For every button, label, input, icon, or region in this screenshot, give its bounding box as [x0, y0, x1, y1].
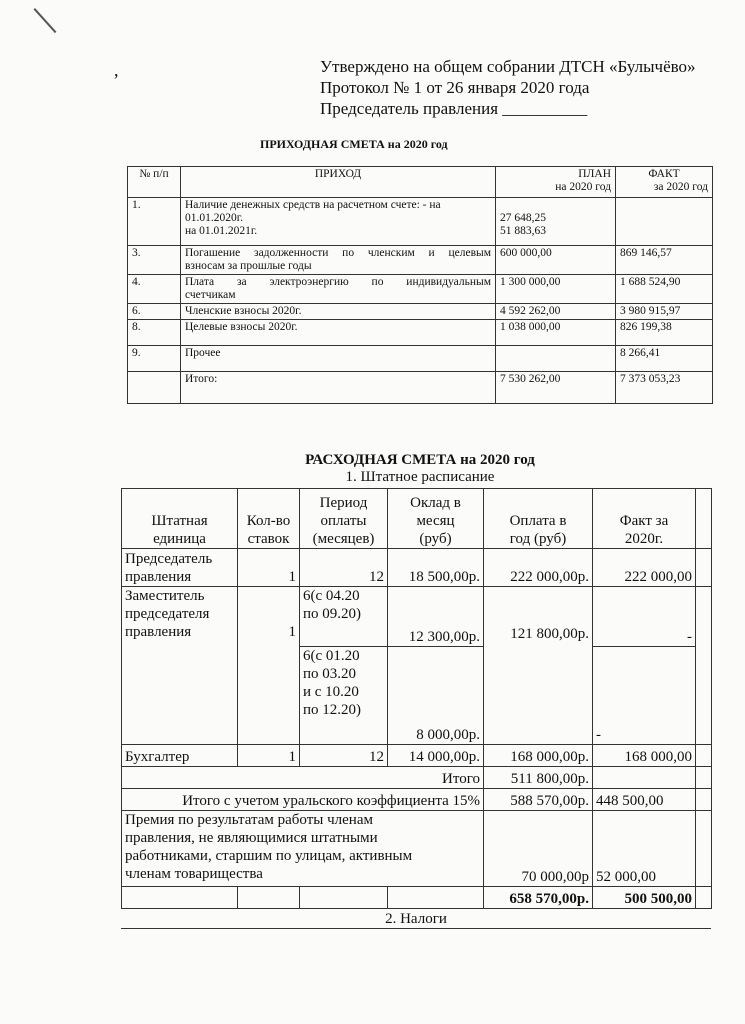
- total-fact: [593, 767, 696, 789]
- income-table: [127, 166, 713, 404]
- chair-year: 222 000,00р.: [484, 549, 593, 587]
- staff-extra-col: [696, 549, 712, 587]
- income-row: [128, 246, 713, 275]
- chair-fact: 222 000,00: [593, 549, 696, 587]
- bonus-fact: 52 000,00: [593, 811, 696, 887]
- staff-header-year: Оплата в год (руб): [484, 489, 593, 549]
- income-item-line: на 01.01.2021г.: [185, 225, 258, 237]
- total-year: 511 800,00р.: [484, 767, 593, 789]
- income-header-fact: [616, 167, 713, 198]
- staff-extra-col: [696, 587, 712, 745]
- bonus-year: 70 000,00р: [484, 811, 593, 887]
- staff-row-chair: [122, 549, 712, 587]
- grand-empty-cell: [300, 887, 388, 909]
- income-item-line: счетчикам: [185, 289, 236, 301]
- income-num: 4.: [128, 275, 181, 304]
- total-coef-label: Итого с учетом уральского коэффициента 15%: [122, 789, 484, 811]
- income-num: 8.: [128, 320, 181, 346]
- income-total-fact: 7 373 053,23: [616, 372, 713, 404]
- chair-name: Председатель правления: [122, 549, 238, 587]
- income-num: [128, 372, 181, 404]
- taxes-section-title: 2. Налоги: [121, 910, 711, 929]
- income-header-num: № п/п: [128, 167, 181, 198]
- deputy-fact-2: -: [593, 647, 696, 745]
- staff-header-period: Период оплаты (месяцев): [300, 489, 388, 549]
- staff-table: [121, 488, 712, 909]
- income-plan: 4 592 262,00: [496, 304, 616, 320]
- staff-header-fact: Факт за 2020г.: [593, 489, 696, 549]
- staff-extra-col: [696, 789, 712, 811]
- income-plan: 600 000,00: [496, 246, 616, 275]
- total-label: Итого: [122, 767, 484, 789]
- income-item: [181, 198, 496, 246]
- total-coef-fact: 448 500,00: [593, 789, 696, 811]
- income-item: Целевые взносы 2020г.: [181, 320, 496, 346]
- income-item-line: Погашение задолженности по членским и целевым: [185, 247, 491, 259]
- income-item-line: Наличие денежных средств на расчетном счете: - на: [185, 199, 441, 211]
- staff-extra-col: [696, 887, 712, 909]
- income-fact: 869 146,57: [616, 246, 713, 275]
- approval-line-2: Протокол № 1 от 26 января 2020 года: [320, 78, 590, 97]
- income-num: 6.: [128, 304, 181, 320]
- staff-header-count: Кол-во ставок: [238, 489, 300, 549]
- grand-year: 658 570,00р.: [484, 887, 593, 909]
- income-item-line: взносам за прошлые годы: [185, 260, 312, 272]
- income-fact: 3 980 915,97: [616, 304, 713, 320]
- income-item: Членские взносы 2020г.: [181, 304, 496, 320]
- income-item: [181, 275, 496, 304]
- income-item-line: 01.01.2020г.: [185, 212, 244, 224]
- accountant-count: 1: [238, 745, 300, 767]
- grand-empty-cell: [238, 887, 300, 909]
- accountant-salary: 14 000,00р.: [388, 745, 484, 767]
- income-item: [181, 246, 496, 275]
- staff-row-grand-total: [122, 887, 712, 909]
- approval-block: [320, 56, 696, 119]
- income-total-label: Итого:: [181, 372, 496, 404]
- deputy-name: Заместитель председателя правления: [122, 587, 238, 745]
- grand-empty-cell: [122, 887, 238, 909]
- accountant-year: 168 000,00р.: [484, 745, 593, 767]
- income-plan: 1 038 000,00: [496, 320, 616, 346]
- income-header-row: [128, 167, 713, 198]
- income-row: [128, 304, 713, 320]
- staff-row-total-coef: [122, 789, 712, 811]
- income-title: ПРИХОДНАЯ СМЕТА на 2020 год: [260, 137, 448, 151]
- income-num: 9.: [128, 346, 181, 372]
- income-header-plan-l1: ПЛАН: [578, 168, 611, 180]
- staff-row-bonus: [122, 811, 712, 887]
- scan-pen-mark: [34, 8, 57, 33]
- income-fact: 8 266,41: [616, 346, 713, 372]
- income-header-item: ПРИХОД: [181, 167, 496, 198]
- grand-fact: 500 500,00: [593, 887, 696, 909]
- staff-extra-col: [696, 489, 712, 549]
- chair-period: 12: [300, 549, 388, 587]
- income-num: 1.: [128, 198, 181, 246]
- deputy-period-2: 6(с 01.20 по 03.20 и с 10.20 по 12.20): [300, 647, 388, 745]
- income-item-line: Плата за электроэнергию по индивидуальным: [185, 276, 491, 288]
- deputy-period-1: 6(с 04.20 по 09.20): [300, 587, 388, 647]
- total-coef-year: 588 570,00р.: [484, 789, 593, 811]
- income-num: 3.: [128, 246, 181, 275]
- expense-subtitle: 1. Штатное расписание: [345, 469, 495, 485]
- income-fact: 826 199,38: [616, 320, 713, 346]
- staff-extra-col: [696, 767, 712, 789]
- accountant-name: Бухгалтер: [122, 745, 238, 767]
- staff-extra-col: [696, 811, 712, 887]
- expense-title: РАСХОДНАЯ СМЕТА на 2020 год: [305, 452, 535, 468]
- chair-count: 1: [238, 549, 300, 587]
- staff-row-accountant: [122, 745, 712, 767]
- income-row: [128, 198, 713, 246]
- grand-empty-cell: [388, 887, 484, 909]
- income-plan: [496, 346, 616, 372]
- income-fact: [616, 198, 713, 246]
- income-plan-line: 51 883,63: [500, 225, 546, 237]
- accountant-fact: 168 000,00: [593, 745, 696, 767]
- income-item: Прочее: [181, 346, 496, 372]
- income-header-fact-l2: за 2020 год: [653, 181, 708, 193]
- income-header-plan-l2: на 2020 год: [555, 181, 611, 193]
- income-plan-line: 27 648,25: [500, 212, 546, 224]
- income-header-fact-l1: ФАКТ: [648, 168, 680, 180]
- income-row: [128, 320, 713, 346]
- deputy-year: 121 800,00р.: [484, 587, 593, 745]
- income-total-plan: 7 530 262,00: [496, 372, 616, 404]
- deputy-count: 1: [238, 587, 300, 745]
- income-plan: [496, 198, 616, 246]
- accountant-period: 12: [300, 745, 388, 767]
- income-fact: 1 688 524,90: [616, 275, 713, 304]
- approval-line-1: Утверждено на общем собрании ДТСН «Булычёво»: [320, 57, 696, 76]
- deputy-fact-1: -: [593, 587, 696, 647]
- income-row: [128, 346, 713, 372]
- staff-header-row: [122, 489, 712, 549]
- stray-comma-mark: ,: [114, 60, 119, 80]
- staff-row-deputy: [122, 587, 712, 647]
- deputy-salary-2: 8 000,00р.: [388, 647, 484, 745]
- bonus-label: Премия по результатам работы членам правления, не являющимися штатными работниками, старшим по улицам, активным членам товарищества: [122, 811, 484, 887]
- income-header-plan: [496, 167, 616, 198]
- staff-extra-col: [696, 745, 712, 767]
- approval-line-3: Председатель правления __________: [320, 99, 588, 118]
- chair-salary: 18 500,00р.: [388, 549, 484, 587]
- income-row: [128, 275, 713, 304]
- deputy-salary-1: 12 300,00р.: [388, 587, 484, 647]
- income-plan: 1 300 000,00: [496, 275, 616, 304]
- income-total-row: [128, 372, 713, 404]
- staff-header-unit: Штатная единица: [122, 489, 238, 549]
- staff-header-salary: Оклад в месяц (руб): [388, 489, 484, 549]
- staff-row-total: [122, 767, 712, 789]
